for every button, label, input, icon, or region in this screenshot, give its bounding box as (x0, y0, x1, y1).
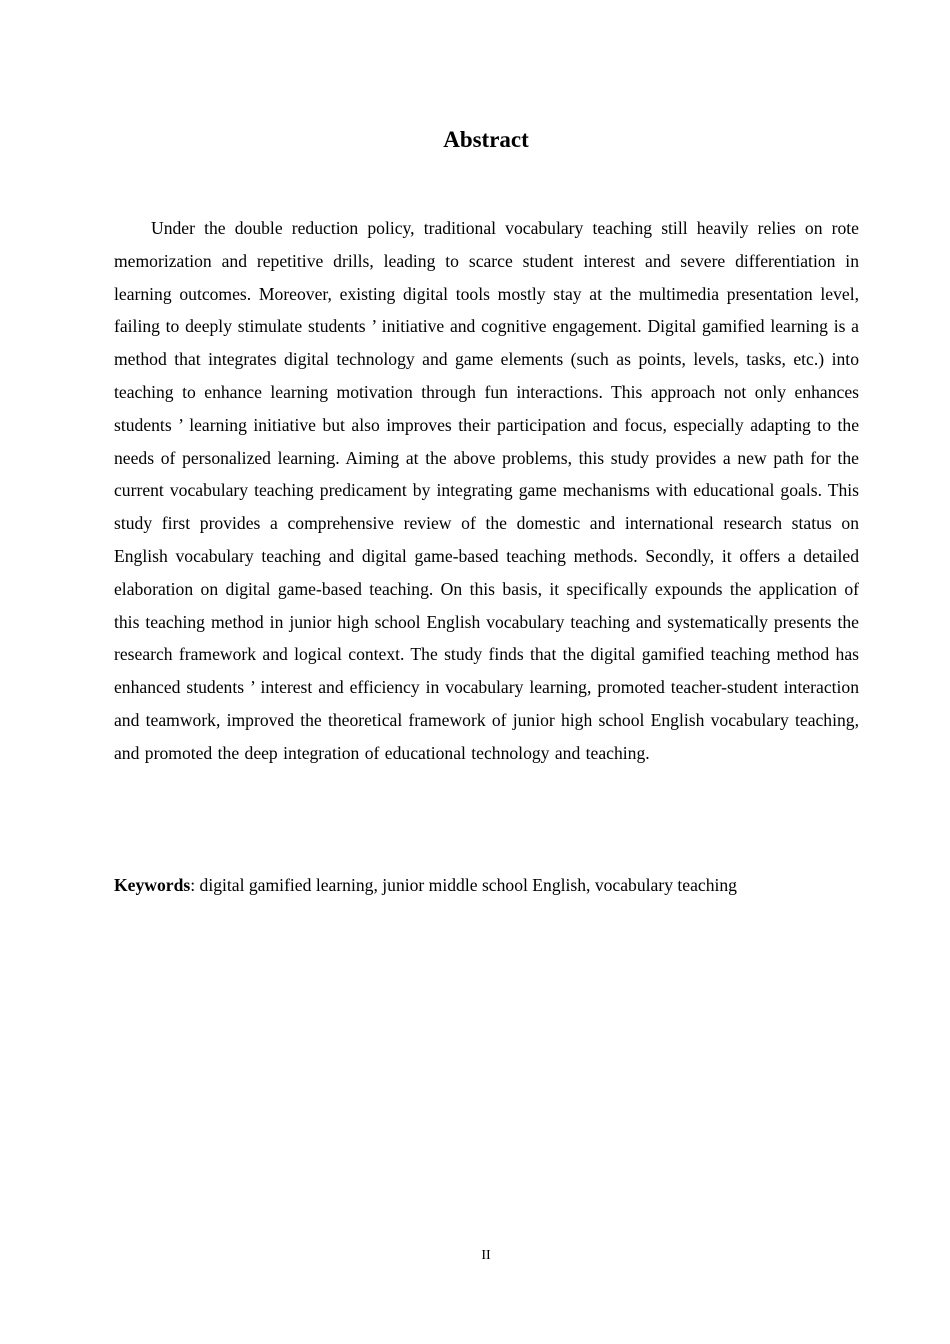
keywords-separator: : (190, 875, 200, 895)
page-number: II (481, 1248, 491, 1263)
keywords-line (114, 869, 859, 901)
keywords-text: digital gamified learning, junior middle school English, vocabulary teaching (199, 875, 737, 895)
keywords-label: Keywords (114, 875, 191, 895)
page-title: Abstract (443, 127, 529, 152)
abstract-paragraph: Under the double reduction policy, traditional vocabulary teaching still heavily relies on rote memorization and repetitive drills, leading to scarce student interest and severe differentiation in learning outcomes. Moreover, existing digital tools mostly stay at the multimedia presentation level, failing to deeply stimulate students ’ initiative and cognitive engagement. Digital gamified learning is a method that integrates digital technology and game elements (such as points, levels, tasks, etc.) into teaching to enhance learning motivation through fun interactions. This approach not only enhances students ’ learning initiative but also improves their participation and focus, especially adapting to the needs of personalized learning. Aiming at the above problems, this study provides a new path for the current vocabulary teaching predicament by integrating game mechanisms with educational goals. This study first provides a comprehensive review of the domestic and international research status on English vocabulary teaching and digital game-based teaching methods. Secondly, it offers a detailed elaboration on digital game-based teaching. On this basis, it specifically expounds the application of this teaching method in junior high school English vocabulary teaching and systematically presents the research framework and logical context. The study finds that the digital gamified teaching method has enhanced students ’ interest and efficiency in vocabulary learning, promoted teacher-student interaction and teamwork, improved the theoretical framework of junior high school English vocabulary teaching, and promoted the deep integration of educational technology and teaching. (114, 218, 859, 763)
